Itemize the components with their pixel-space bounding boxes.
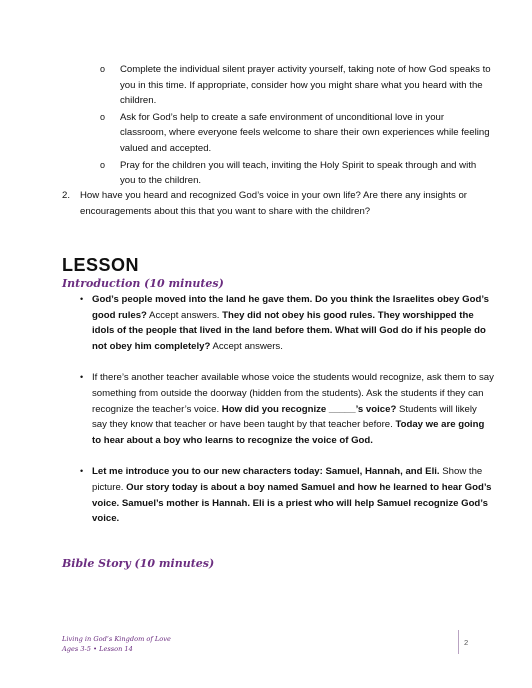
bible-story-heading: Bible Story (10 minutes) [62, 557, 215, 570]
sub-bullet-icon: o [100, 64, 106, 74]
page-footer [62, 634, 171, 654]
prep-sub-item [100, 62, 492, 109]
bullet-icon: • [80, 466, 84, 477]
bullet-plain-text: If there’s another teacher available whose voice the students would recognize, ask them to say something from outside the doorway (hidden from the students). Ask the students if they can recognize the teacher’s voice. [92, 372, 494, 415]
bullet-plain-text: Accept answers. [210, 340, 283, 352]
bullet-bold-text: Our story today is about a boy named Samuel and how he learned to hear God’s voice. Samuel’s mother is Hannah. Eli is a priest who will help Samuel recognize God’s voice. [92, 481, 492, 525]
prep-sub-item [100, 110, 492, 157]
lesson-heading: LESSON [62, 255, 140, 275]
footer-subtitle: Ages 3-5 • Lesson 14 [62, 645, 133, 653]
numbered-item [62, 188, 494, 219]
prep-numbered-list [62, 188, 494, 219]
prep-sub-item-text: Complete the individual silent prayer activity yourself, taking note of how God speaks to you in this time. If appropriate, consider how you might share what you heard with the children. [120, 64, 491, 107]
introduction-bullet [80, 292, 494, 354]
prep-sub-item-text: Pray for the children you will teach, inviting the Holy Spirit to speak through and with you to the children. [120, 159, 477, 187]
bullet-bold-text: Today we are going to hear about a boy who learns to recognize the voice of God. [92, 419, 485, 446]
footer-divider [458, 630, 459, 654]
prep-sub-item-text: Ask for God’s help to create a safe environment of unconditional love in your classroom, where everyone feels welcome to share their own experiences while feeling valued and accepted. [120, 111, 490, 154]
bullet-icon: • [80, 294, 84, 304]
page-number: 2 [464, 638, 469, 647]
prep-sub-item [100, 158, 492, 189]
bullet-text [92, 294, 489, 352]
introduction-bullet [80, 464, 494, 526]
prep-sub-list [100, 62, 492, 190]
bullet-text [92, 372, 494, 445]
bullet-plain-text: Show the picture. [92, 466, 483, 493]
bullet-bold-text: Let me introduce you to our new characters today: Samuel, Hannah, and Eli. [92, 466, 440, 478]
bullet-plain-text: Accept answers. [146, 309, 223, 321]
sub-bullet-icon: o [100, 159, 106, 170]
item-number: 2. [62, 190, 71, 201]
footer-title: Living in God’s Kingdom of Love [62, 635, 171, 643]
bullet-plain-text: Students will likely say they know that teacher or have been taught by that teacher before. [92, 403, 477, 431]
bullet-bold-text: How did you recognize _____’s voice? [221, 403, 397, 415]
sub-bullet-icon: o [100, 111, 106, 122]
introduction-heading: Introduction (10 minutes) [62, 277, 224, 290]
bullet-icon: • [80, 372, 84, 383]
introduction-bullet-list [80, 292, 494, 543]
introduction-bullet [80, 370, 494, 448]
bullet-bold-text: They did not obey his good rules. They worshipped the idols of the people that lived in the land before them. What will God do if his people do not obey him completely? [92, 309, 486, 352]
numbered-item-text: How have you heard and recognized God’s voice in your own life? Are there any insights or encouragements about this that you want to share with the children? [80, 190, 467, 217]
bullet-bold-text: God’s people moved into the land he gave them. Do you think the Israelites obey God’s good rules? [92, 294, 489, 321]
bullet-text [92, 466, 492, 524]
